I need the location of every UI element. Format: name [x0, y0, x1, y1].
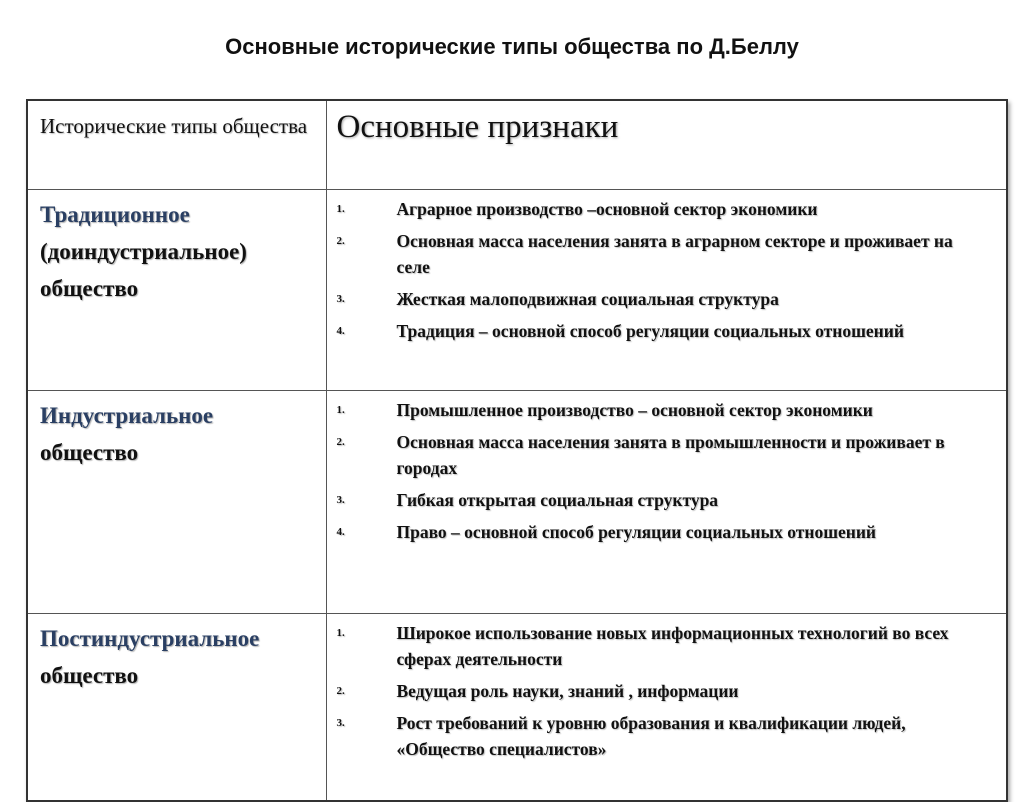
type-name-suffix: общество	[40, 276, 139, 301]
list-item: 2. Основная масса населения занята в промышленности и проживает в городах	[336, 432, 945, 478]
slide-title: Основные исторические типы общества по Д.Беллу	[225, 34, 799, 59]
header-types: Исторические типы общества	[27, 100, 326, 190]
type-cell-postindustrial	[27, 614, 326, 802]
list-item: 4. Право – основной способ регуляции социальных отношений	[336, 522, 877, 542]
type-name-subtitle: (доиндустриальное)	[40, 239, 247, 264]
list-item: 4. Традиция – основной способ регуляции социальных отношений	[336, 321, 904, 341]
list-item: 1. Промышленное производство – основной сектор экономики	[336, 400, 873, 420]
features-cell-industrial	[326, 391, 1007, 614]
type-name-suffix: общество	[40, 440, 139, 465]
type-name-suffix: общество	[40, 663, 139, 688]
table-row-industrial	[27, 391, 1007, 614]
features-list	[327, 391, 1007, 555]
list-item: 3. Жесткая малоподвижная социальная структура	[336, 289, 779, 309]
table-row-traditional	[27, 190, 1007, 391]
features-list	[327, 614, 1007, 772]
type-name: Индустриальное	[40, 403, 214, 428]
list-item: 2. Основная масса населения занята в аграрном секторе и проживает на селе	[336, 231, 953, 277]
header-features: Основные признаки	[326, 100, 1007, 190]
features-cell-traditional	[326, 190, 1007, 391]
table-row-postindustrial	[27, 614, 1007, 802]
list-item: 1. Аграрное производство –основной сектор экономики	[336, 199, 818, 219]
society-types-table	[26, 99, 1008, 802]
features-list	[327, 190, 1007, 354]
features-cell-postindustrial	[326, 614, 1007, 802]
list-item: 3. Гибкая открытая социальная структура	[336, 490, 719, 510]
list-item: 3. Рост требований к уровню образования и квалификации людей, «Общество специалистов»	[336, 713, 906, 759]
table-header-row	[27, 100, 1007, 190]
type-cell-traditional	[27, 190, 326, 391]
type-name: Традиционное	[40, 202, 190, 227]
type-cell-industrial	[27, 391, 326, 614]
list-item: 1. Широкое использование новых информационных технологий во всех сферах деятельности	[336, 623, 949, 669]
list-item: 2. Ведущая роль науки, знаний , информации	[336, 681, 739, 701]
type-name: Постиндустриальное	[40, 626, 260, 651]
